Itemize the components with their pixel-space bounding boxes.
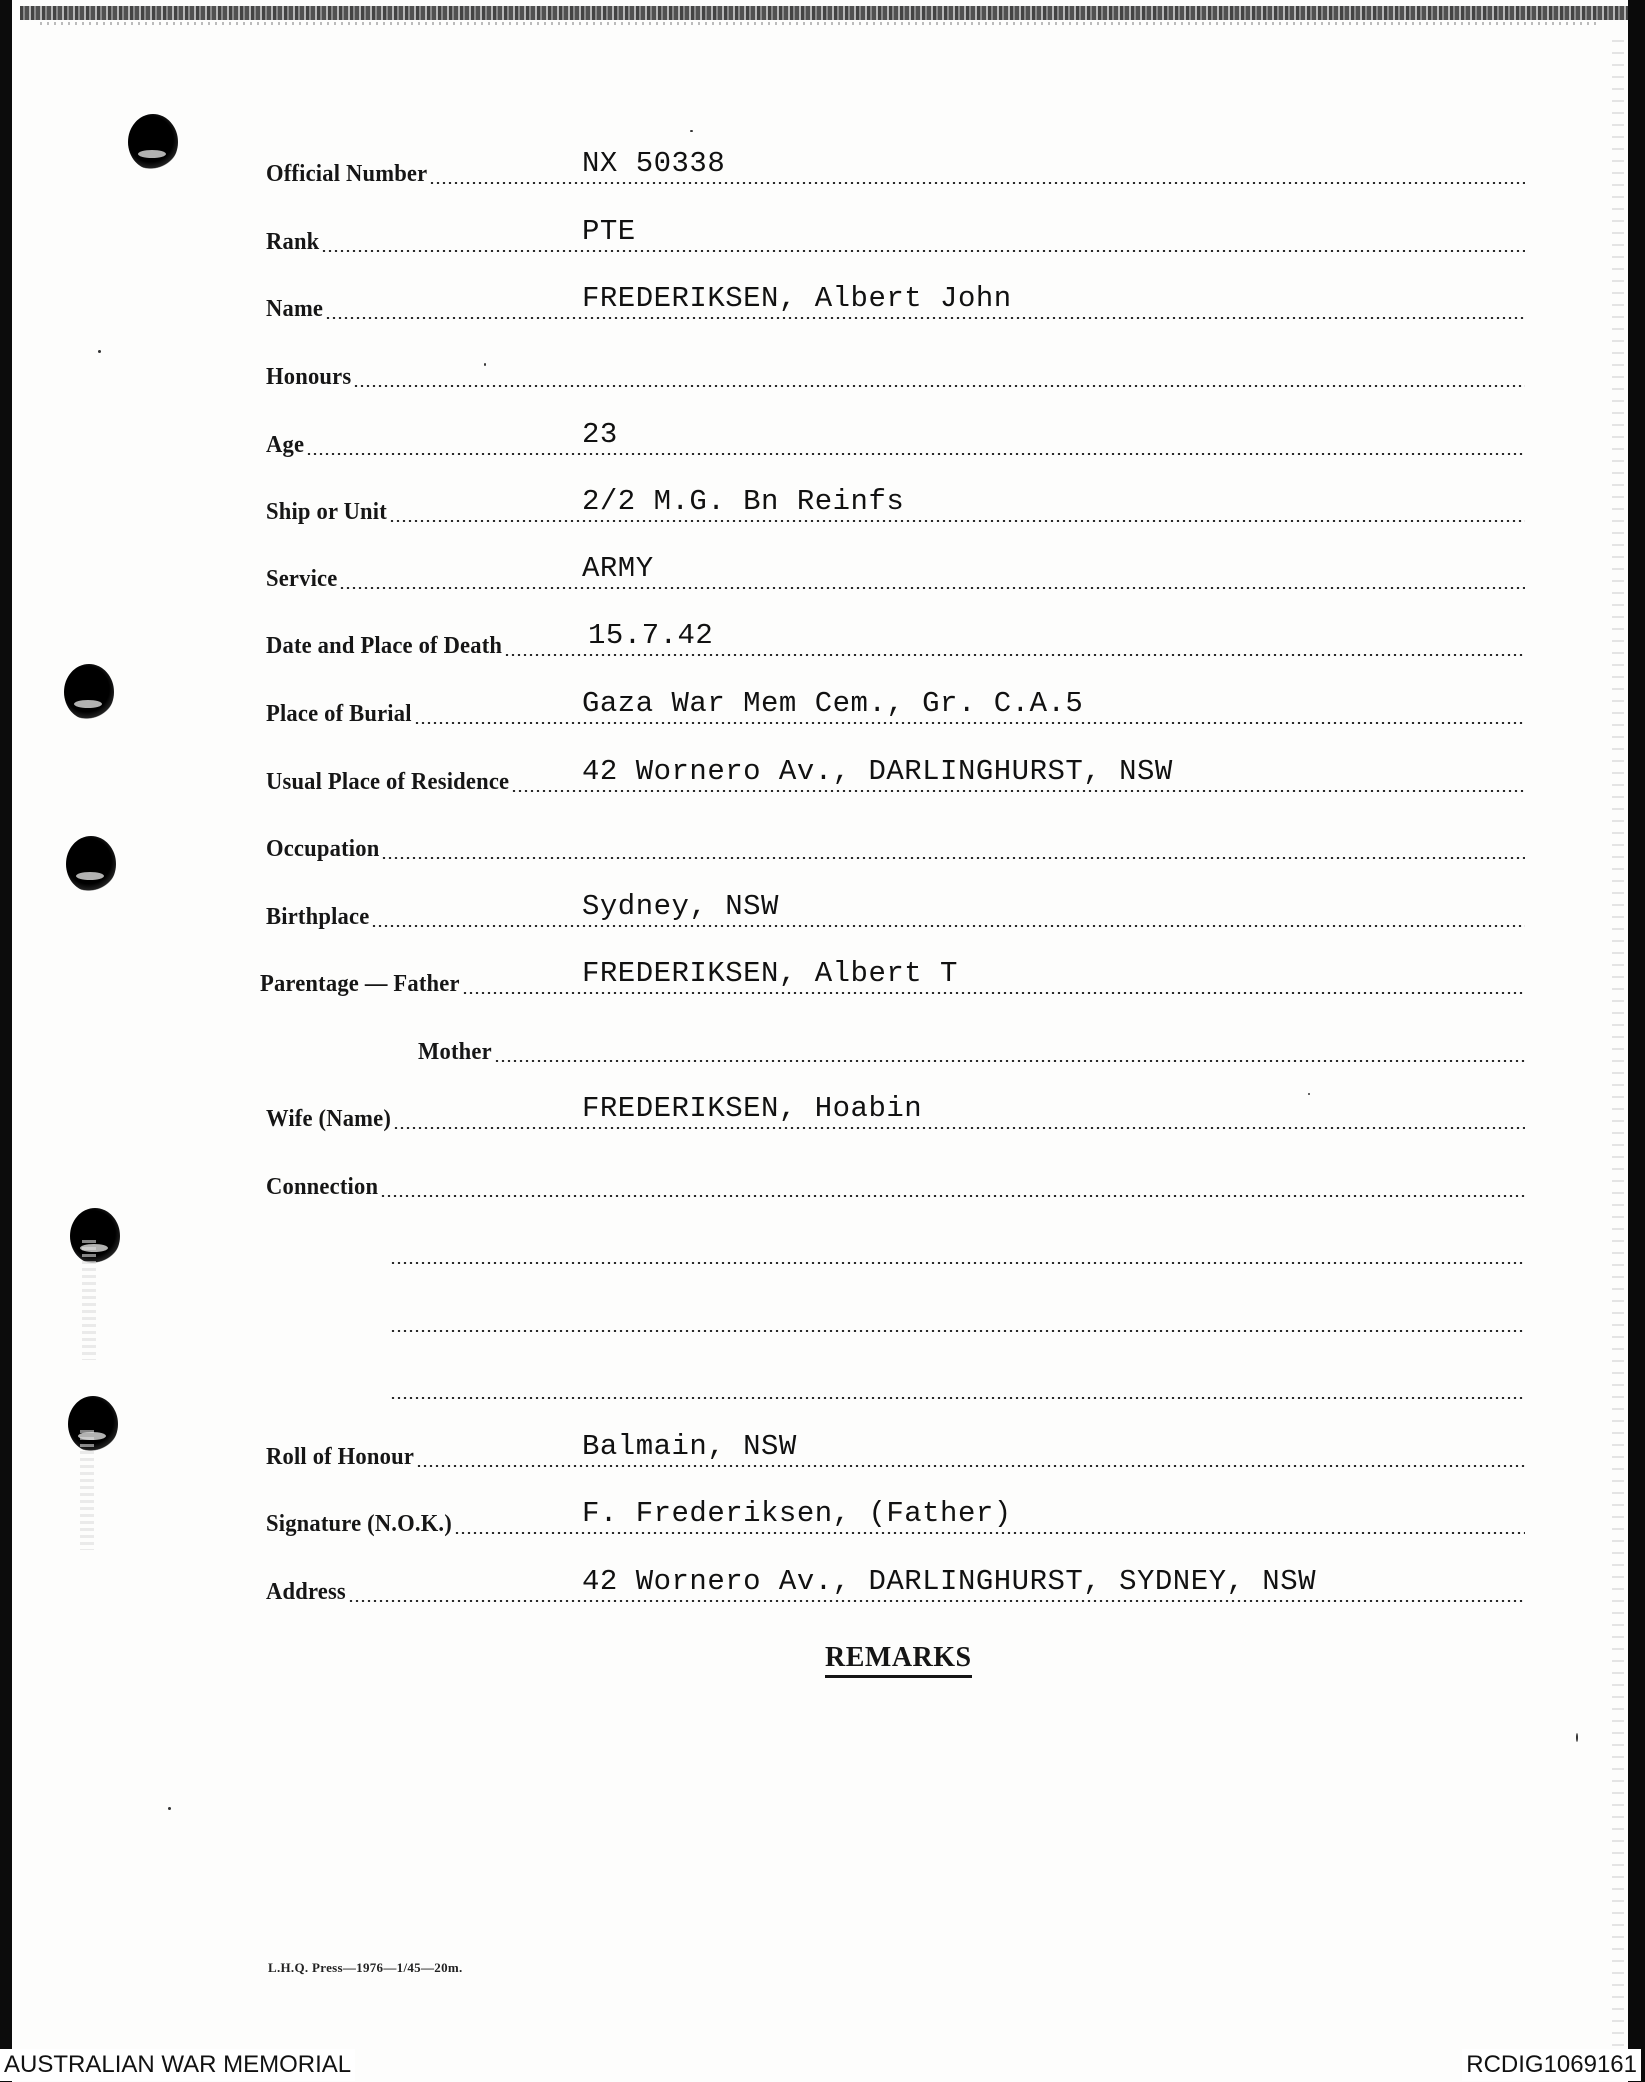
scan-streak: [82, 1240, 96, 1360]
footer-archive-name: AUSTRALIAN WAR MEMORIAL: [0, 2049, 355, 2081]
field-label: Roll of Honour: [266, 1444, 415, 1470]
field-label: Place of Burial: [266, 701, 412, 727]
field-dotted-line: [353, 385, 1525, 387]
field-dotted-line: [504, 654, 1525, 656]
form-field-row: [260, 1288, 1525, 1338]
field-value: 2/2 M.G. Bn Reinfs: [582, 485, 905, 518]
field-dotted-line: [348, 1600, 1525, 1602]
field-label: Service: [266, 566, 338, 592]
scan-right-edge: [1628, 0, 1645, 2082]
form-field-row: [260, 883, 1525, 933]
field-dotted-line: [390, 1397, 1525, 1399]
field-value: F. Frederiksen, (Father): [582, 1497, 1012, 1530]
form-field-row: [260, 950, 1525, 1000]
form-field-row: [260, 545, 1525, 595]
field-value: 42 Wornero Av., DARLINGHURST, NSW: [582, 755, 1173, 788]
field-dotted-line: [321, 250, 1525, 252]
field-value: 15.7.42: [588, 619, 714, 652]
form-field-row: [260, 275, 1525, 325]
scan-top-border-dots: [40, 22, 1600, 25]
form-field-row: [260, 1423, 1525, 1473]
scan-top-border: [20, 6, 1640, 20]
field-value: Balmain, NSW: [582, 1430, 797, 1463]
field-label: Birthplace: [266, 904, 370, 930]
form-field-row: [260, 343, 1525, 393]
form-field-row: [260, 1490, 1525, 1540]
field-label: Occupation: [266, 836, 380, 862]
form-field-row: [260, 208, 1525, 258]
field-dotted-line: [462, 992, 1525, 994]
scan-speck: [168, 1807, 171, 1810]
field-dotted-line: [339, 587, 1525, 589]
field-label: Rank: [266, 229, 320, 255]
scan-speck: [98, 350, 101, 353]
print-reference: L.H.Q. Press—1976—1/45—20m.: [268, 1960, 463, 1975]
field-label: Wife (Name): [266, 1106, 392, 1132]
field-dotted-line: [414, 722, 1525, 724]
scan-left-edge: [0, 0, 12, 2082]
punch-hole-icon: [66, 836, 116, 892]
field-value: FREDERIKSEN, Hoabin: [582, 1092, 923, 1125]
punch-hole-icon: [64, 664, 114, 720]
form-field-row: [260, 680, 1525, 730]
field-label: Honours: [266, 364, 352, 390]
field-dotted-line: [454, 1532, 1525, 1534]
scan-streak: [80, 1430, 94, 1550]
remarks-heading: REMARKS: [825, 1642, 972, 1678]
field-value: FREDERIKSEN, Albert T: [582, 957, 958, 990]
scan-right-edge-dots: [1612, 30, 1624, 2050]
field-value: Gaza War Mem Cem., Gr. C.A.5: [582, 687, 1084, 720]
field-label: Usual Place of Residence: [266, 769, 510, 795]
field-dotted-line: [429, 182, 1525, 184]
field-value: PTE: [582, 215, 636, 248]
footer-document-id: RCDIG1069161: [1462, 2049, 1641, 2081]
field-value: 42 Wornero Av., DARLINGHURST, SYDNEY, NSW: [582, 1565, 1317, 1598]
field-label: Parentage — Father: [260, 971, 460, 997]
field-dotted-line: [381, 857, 1525, 859]
form-field-row: [260, 815, 1525, 865]
field-dotted-line: [390, 1262, 1525, 1264]
form-field-row: [260, 748, 1525, 798]
field-label: Mother: [418, 1039, 492, 1065]
form-field-row: [260, 1018, 1525, 1068]
form-field-row: [260, 411, 1525, 461]
scan-speck: [1576, 1733, 1578, 1742]
field-dotted-line: [393, 1127, 1525, 1129]
field-label: Address: [266, 1579, 346, 1605]
field-label: Ship or Unit: [266, 499, 387, 525]
form-field-row: [260, 478, 1525, 528]
form-field-row: [260, 1085, 1525, 1135]
field-value: Sydney, NSW: [582, 890, 779, 923]
field-label: Name: [266, 296, 324, 322]
field-dotted-line: [494, 1060, 1525, 1062]
field-dotted-line: [306, 453, 1525, 455]
form-field-row: [260, 1153, 1525, 1203]
field-label: Age: [266, 432, 305, 458]
field-value: FREDERIKSEN, Albert John: [582, 282, 1012, 315]
scan-speck: [690, 130, 693, 132]
field-label: Date and Place of Death: [266, 633, 503, 659]
field-value: 23: [582, 418, 618, 451]
form-field-row: [260, 612, 1525, 662]
punch-hole-icon: [128, 114, 178, 170]
field-dotted-line: [416, 1465, 1525, 1467]
field-dotted-line: [389, 520, 1525, 522]
form-field-row: [260, 1355, 1525, 1405]
field-label: Connection: [266, 1174, 379, 1200]
field-dotted-line: [380, 1195, 1525, 1197]
field-value: NX 50338: [582, 147, 726, 180]
field-label: Official Number: [266, 161, 428, 187]
field-dotted-line: [371, 925, 1525, 927]
form-field-row: [260, 1220, 1525, 1270]
form-field-row: [260, 1558, 1525, 1608]
field-dotted-line: [390, 1330, 1525, 1332]
field-dotted-line: [511, 790, 1525, 792]
field-label: Signature (N.O.K.): [266, 1511, 452, 1537]
field-dotted-line: [325, 317, 1525, 319]
form-field-row: [260, 140, 1525, 190]
field-value: ARMY: [582, 552, 654, 585]
